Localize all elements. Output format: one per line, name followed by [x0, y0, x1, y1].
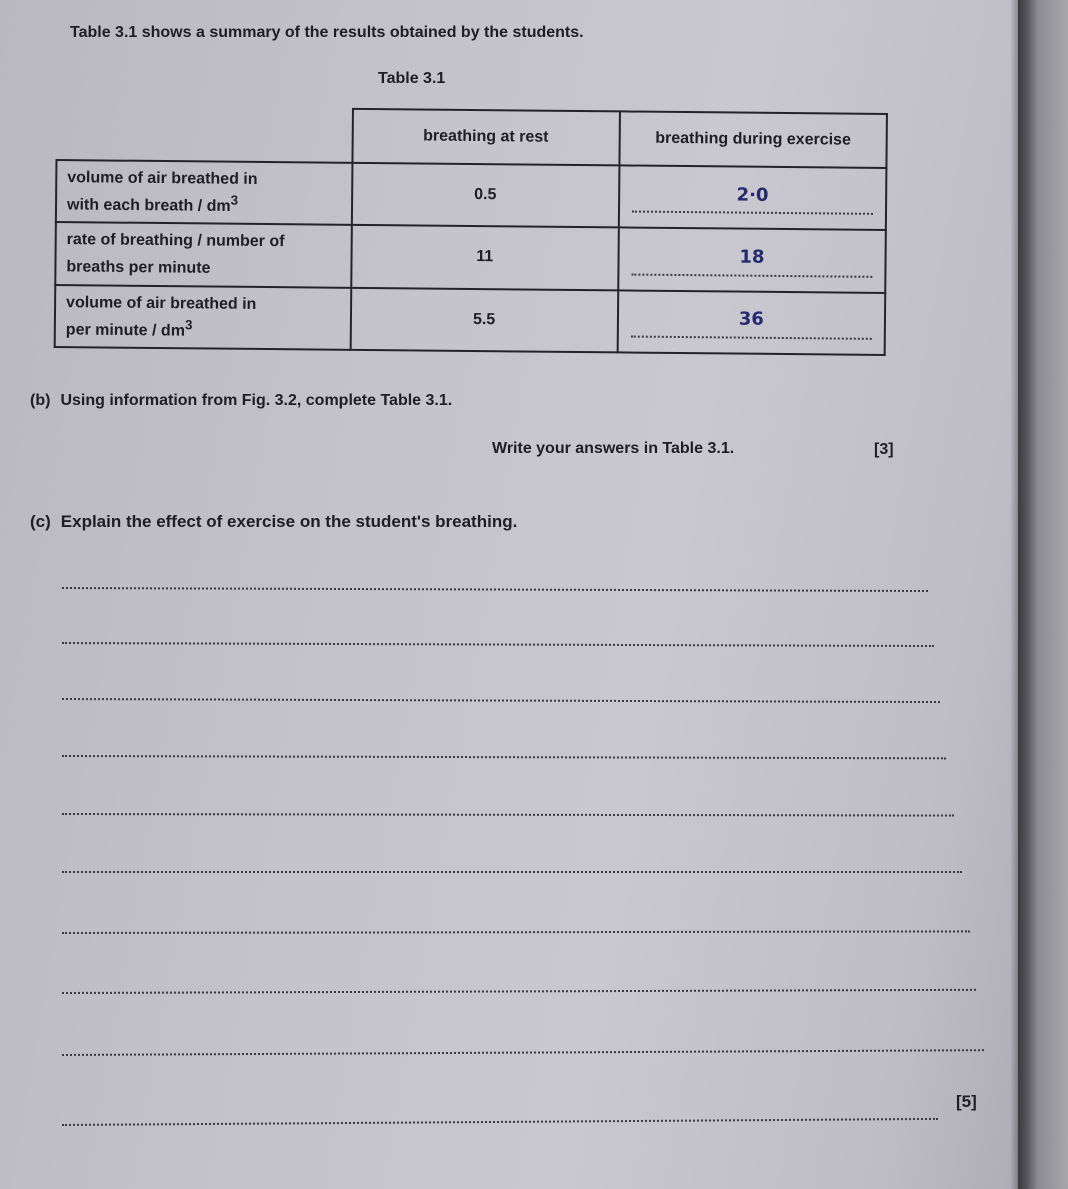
column-header-exercise: breathing during exercise	[619, 111, 887, 168]
question-c-text: Explain the effect of exercise on the student's breathing.	[60, 512, 518, 531]
row-label-line1: volume of air breathed in	[66, 293, 257, 313]
table-row	[55, 222, 886, 292]
answer-line-1[interactable]	[62, 587, 928, 592]
answer-dotted-line	[632, 211, 873, 215]
question-b	[30, 392, 452, 410]
table-header-row	[56, 106, 886, 168]
exercise-answer-cell-breathing-rate[interactable]	[618, 228, 886, 293]
answer-line-3[interactable]	[62, 698, 940, 703]
page-shadow	[1010, 0, 1018, 1189]
answer-line-9[interactable]	[62, 1049, 984, 1056]
question-b-instruction: Write your answers in Table 3.1.	[492, 440, 735, 457]
answer-line-6[interactable]	[62, 871, 962, 873]
answer-dotted-line	[631, 336, 872, 340]
row-label-line2: breaths per minute	[66, 258, 211, 278]
row-label-line2: per minute / dm	[65, 321, 186, 340]
row-label-line2: with each breath / dm	[66, 196, 231, 216]
handwritten-answer: 36	[738, 308, 764, 331]
results-table	[54, 105, 888, 356]
answer-line-7[interactable]	[62, 930, 970, 934]
row-label-volume-per-minute	[55, 285, 351, 350]
rest-value-volume-per-breath: 0.5	[351, 163, 619, 228]
page-edge	[1018, 0, 1068, 1189]
unit-superscript: 3	[184, 316, 193, 332]
question-b-label: (b)	[30, 392, 51, 409]
intro-text: Table 3.1 shows a summary of the results obtained by the students.	[70, 24, 584, 41]
answer-line-2[interactable]	[62, 642, 934, 647]
column-header-rest: breathing at rest	[352, 109, 620, 166]
question-b-text: Using information from Fig. 3.2, complete Table 3.1.	[60, 392, 453, 409]
question-b-marks: [3]	[874, 441, 894, 458]
table-caption: Table 3.1	[378, 70, 446, 87]
answer-line-5[interactable]	[62, 813, 954, 817]
answer-line-10[interactable]	[62, 1118, 938, 1126]
rest-value-breathing-rate: 11	[351, 225, 619, 290]
exercise-answer-cell-volume-per-breath[interactable]	[619, 165, 887, 230]
table-row	[55, 285, 886, 355]
handwritten-answer: 2·0	[736, 184, 769, 206]
answer-line-4[interactable]	[62, 755, 946, 759]
row-label-volume-per-breath	[56, 160, 352, 225]
row-label-line1: rate of breathing / number of	[66, 231, 285, 251]
rest-value-volume-per-minute: 5.5	[350, 287, 618, 352]
unit-superscript: 3	[230, 192, 239, 208]
exercise-answer-cell-volume-per-minute[interactable]	[617, 290, 885, 355]
table-corner-cell	[56, 106, 352, 163]
question-c	[30, 512, 517, 532]
question-c-marks: [5]	[956, 1092, 977, 1111]
table-row	[56, 160, 887, 230]
answer-dotted-line	[631, 273, 872, 277]
question-c-label: (c)	[30, 512, 51, 531]
handwritten-answer: 18	[739, 246, 765, 268]
answer-line-8[interactable]	[62, 989, 976, 994]
row-label-breathing-rate	[55, 222, 351, 287]
row-label-line1: volume of air breathed in	[67, 169, 258, 188]
